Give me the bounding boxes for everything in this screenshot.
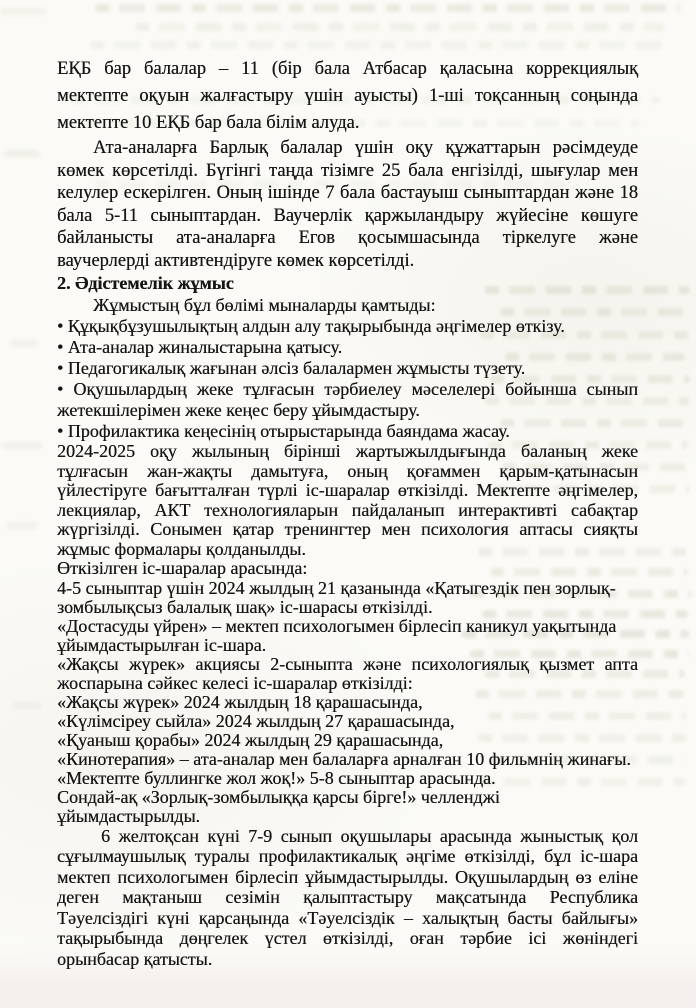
section-intro-line: Жұмыстың бұл бөлімі мыналарды қамтыды: (93, 295, 436, 315)
bullet-item-class-teacher-consulting: • Оқушылардың жеке тұлғасын тәрбиелеу мәселелері бойынша сынып жетекшілерімен жеке кеңес беру ұйымдастыру. (57, 379, 638, 420)
bullet-item-prevention-talks: • Құқықбұзушылықтың алдын алу тақырыбында әңгімелер өткізу. (57, 316, 565, 336)
bullet-item-pedagogical-correction: • Педагогикалық жағынан әлсіз балалармен жұмысты түзету. (57, 358, 526, 378)
events-intro-line: Өткізілген іс-шаралар арасында: (57, 558, 308, 578)
event-item-cinema-therapy: «Кинотерапия» – ата-аналар мен балаларға арналған 10 фильмнің жинағы. (57, 748, 631, 769)
paragraph-december-events: 6 желтоқсан күні 7-9 сынып оқушылары арасында жыныстық қол сұғылмаушылық туралы профилактикалық әңгіме өткізілді, бұл іс-шара мектеп психологымен бірлесіп ұйымдастырылды. Оқушылардың өз еліне деген мақтаныш сезімін қалыптастыру мақсатында Республика Тәуелсіздігі күні қарсаңында «Тәуелсіздік – халықтың басты байлығы» тақырыбында дөңгелек үстел өткізілді, оған тәрбие ісі жөніндегі орынбасар қатысты. (57, 825, 638, 969)
bullet-item-parent-meetings: • Ата-аналар жиналыстарына қатысу. (57, 337, 343, 357)
event-item-no-bullying-at-school: «Мектепте буллингке жол жоқ!» 5-8 сыныптар арасында. (57, 767, 496, 788)
event-item-cruelty-free-childhood: 4-5 сыныптар үшін 2024 жылдың 21 қазанында «Қатыгездік пен зорлық-зомбылықсыз балалық шақ» іс-шарасы өткізілді. (57, 577, 616, 617)
event-item-learn-to-be-friends: «Достасуды үйрен» – мектеп психологымен бірлесіп каникул уақытында ұйымдастырылған іс-шара. (57, 615, 617, 655)
bullet-item-prevention-council-reports: • Профилактика кеңесінің отырыстарында баяндама жасау. (57, 421, 510, 441)
document-content (57, 56, 638, 969)
event-item-box-of-joy-date: «Қуаныш қорабы» 2024 жылдың 29 қарашасында, (57, 729, 444, 750)
paragraph-ekb-children: ЕҚБ бар балалар – 11 (бір бала Атбасар қаласына коррекциялық мектепте оқуын жалғастыру үшін ауысты) 1-ші тоқсанның соңында мектепте 10 ЕҚБ бар бала білім алуда. (57, 59, 638, 133)
section-heading-methodical-work: 2. Әдістемелік жұмыс (57, 273, 234, 293)
paragraph-halfyear-activities: 2024-2025 оқу жылының бірінші жартыжылдығында баланың жеке тұлғасын жан-жақты дамытуға, оның қоғаммен қарым-қатынасын үйлестіруге бағытталған түрлі іс-шаралар өткізілді. Мектепте әңгімелер, лекциялар, АКТ технологияларын пайдаланып интерактивті сабақтар жүргізілді. Сонымен қатар тренингтер мен психология аптасы сияқты жұмыс формалары қолданылды. (57, 441, 638, 559)
paragraph-parent-support: Ата-аналарға Барлық балалар үшін оқу құжаттарын рәсімдеуде көмек көрсетілді. Бүгінгі таңда тізімге 25 бала енгізілді, шығулар мен келулер ескерілген. Оның ішінде 7 бала бастауыш сыныптардан және 18 бала 5-11 сыныптардан. Ваучерлік қаржыландыру жүйесіне көшуге байланысты ата-аналарға Егов қосымшасында тіркелуге және ваучерлерді активтендіруге көмек көрсетілді. (57, 138, 638, 271)
event-item-give-a-smile-date: «Күлімсіреу сыйла» 2024 жылдың 27 қарашасында, (57, 710, 455, 731)
event-item-kind-heart-campaign: «Жақсы жүрек» акциясы 2-сыныпта және психологиялық қызмет апта жоспарына сәйкес келесі іс-шаралар өткізілді: (57, 653, 638, 693)
event-item-against-violence-challenge: Сондай-ақ «Зорлық-зомбылыққа қарсы бірге!» челленджі ұйымдастырылды. (57, 786, 500, 826)
event-item-kind-heart-date: «Жақсы жүрек» 2024 жылдың 18 қарашасында, (57, 691, 423, 712)
